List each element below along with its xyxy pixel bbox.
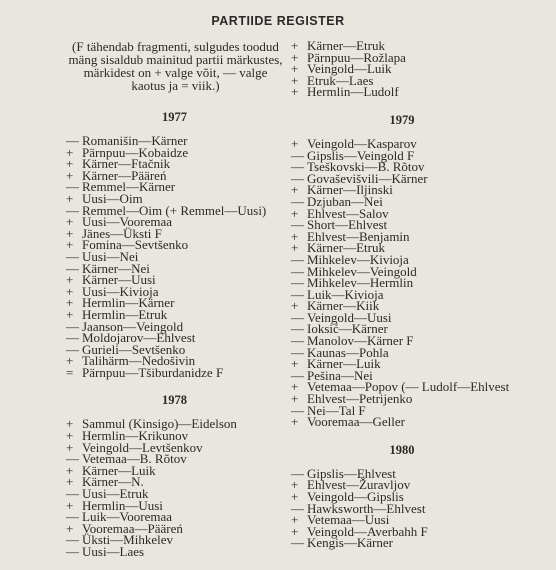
result-symbol: — [291, 217, 304, 233]
result-symbol: — [291, 263, 304, 279]
result-symbol: + [291, 38, 299, 53]
right-sections [287, 113, 517, 549]
result-symbol: — [66, 544, 79, 559]
result-symbol: + [66, 353, 74, 369]
result-symbol: + [66, 144, 74, 160]
game-players: Kärner—N. [82, 474, 144, 490]
game-players: Pärnpuu—Rožlapa [307, 49, 406, 65]
result-symbol: — [291, 321, 304, 337]
result-symbol: — [66, 179, 79, 195]
result-symbol: + [291, 512, 299, 528]
result-symbol: — [291, 500, 304, 516]
game-players: Veingold—Luik [307, 61, 392, 77]
result-symbol: + [66, 462, 74, 478]
result-symbol: — [291, 535, 304, 551]
game-players: Veingold—Levtšenkov [82, 439, 203, 455]
result-symbol: + [66, 428, 74, 444]
result-symbol: + [66, 283, 74, 299]
result-symbol: — [66, 133, 79, 148]
game-players: Uusi—Etruk [82, 486, 149, 502]
game-players: Hermlin—Uusi [82, 497, 163, 513]
game-players: Kärner—Nei [82, 260, 150, 276]
game-players: Etruk—Laes [307, 72, 374, 88]
game-entry [62, 546, 287, 558]
game-players: Ioksić—Kärner [307, 321, 388, 337]
result-symbol: + [66, 190, 74, 206]
result-symbol: + [66, 156, 74, 172]
game-players: Jänes—Üksti F [82, 225, 162, 241]
result-symbol: — [291, 333, 304, 349]
game-players: Gipslis—Veingold F [307, 147, 415, 163]
result-symbol: — [66, 318, 79, 334]
game-entry [62, 364, 287, 380]
continued-game-list [287, 40, 517, 98]
game-players: Kärner—Etruk [307, 38, 385, 53]
game-players: Ehlvest—Salov [307, 205, 389, 221]
game-players: Veingold—Uusi [307, 309, 392, 325]
game-players: Mihkelev—Hermlin [307, 275, 414, 291]
result-symbol: + [66, 474, 74, 490]
game-players: Vetemaa—B. Rõtov [82, 451, 187, 467]
game-players: Moldojarov—Ehlvest [82, 330, 196, 346]
game-list [62, 418, 287, 557]
result-symbol: — [291, 286, 304, 302]
result-symbol: — [291, 367, 304, 383]
game-players: Vetemaa—Popov (— Ludolf—Ehlvest [307, 379, 510, 395]
result-symbol: + [291, 205, 299, 221]
game-players: Short—Ehlvest [307, 217, 388, 233]
game-players: Kärner—Ftačnik [82, 156, 171, 172]
result-symbol: + [291, 391, 299, 407]
year-heading: 1977 [162, 110, 187, 124]
game-players: Mihkelev—Veingold [307, 263, 417, 279]
game-players: Kärner—Uusi [82, 272, 156, 288]
result-symbol: + [66, 272, 74, 288]
game-players: Uusi—Nei [82, 248, 139, 264]
game-entry [287, 537, 517, 549]
result-symbol: — [66, 330, 79, 346]
game-players: Jaanson—Veingold [82, 318, 184, 334]
game-players: Nei—Tal F [307, 402, 366, 418]
left-sections [62, 110, 287, 558]
page-title: PARTIIDE REGISTER [211, 14, 345, 28]
game-players: Kaunas—Pohla [307, 344, 389, 360]
left-column [62, 40, 287, 558]
result-symbol: + [66, 306, 74, 322]
game-players: Uusi—Oim [82, 190, 143, 206]
game-players: Gipslis—Ehlvest [307, 465, 396, 481]
result-symbol: — [66, 532, 79, 548]
game-players: Kengis—Kärner [307, 535, 393, 551]
result-symbol: — [66, 202, 79, 218]
game-players: Kärner—Kiik [307, 298, 380, 314]
game-players: Üksti—Mihkelev [82, 532, 173, 548]
result-symbol: + [291, 356, 299, 372]
game-players: Govaševišvili—Kärner [307, 170, 428, 186]
game-players: Hawksworth—Ehlvest [307, 500, 426, 516]
right-column [287, 40, 517, 549]
game-players: Talihärm—Nedošivin [82, 353, 196, 369]
game-list [287, 465, 517, 551]
game-entry [287, 86, 517, 98]
result-symbol: — [291, 170, 304, 186]
game-players: Pärnpuu—Kobaidze [82, 144, 189, 160]
game-players: Luik—Kivioja [307, 286, 384, 302]
game-players: Pešina—Nei [307, 367, 373, 383]
result-symbol: — [66, 248, 79, 264]
result-symbol: + [291, 61, 299, 77]
result-symbol: + [66, 214, 74, 230]
result-symbol: + [291, 228, 299, 244]
result-symbol: + [291, 182, 299, 198]
result-symbol: = [66, 364, 74, 380]
result-symbol: + [66, 167, 74, 183]
game-players: Sammul (Kinsigo)—Eidelson [82, 416, 237, 432]
result-symbol: + [66, 520, 74, 536]
game-players: Fomina—Sevtšenko [82, 237, 189, 253]
result-symbol: — [291, 159, 304, 175]
result-symbol: + [66, 497, 74, 513]
game-players: Hermlin—Etruk [82, 306, 168, 322]
result-symbol: + [291, 414, 299, 430]
game-players: Veingold—Gipslis [307, 489, 404, 504]
result-symbol: + [291, 523, 299, 539]
result-symbol: + [291, 240, 299, 256]
result-symbol: — [291, 309, 304, 325]
result-symbol: + [66, 225, 74, 241]
game-players: Tseškovski—B. Rõtov [307, 159, 425, 175]
result-symbol: + [66, 439, 74, 455]
game-players: Kärner—Pääreń [82, 167, 167, 183]
game-players: Ehlvest—Žuravljov [307, 477, 411, 493]
game-players: Uusi—Vooremaa [82, 214, 173, 230]
game-players: Kärner—Etruk [307, 240, 385, 256]
game-players: Gurieli—Sevtšenko [82, 341, 186, 357]
result-symbol: — [291, 193, 304, 209]
game-players: Hermlin—Ludolf [307, 84, 399, 100]
game-players: Hermlin—Kärner [82, 295, 175, 311]
result-symbol: — [291, 344, 304, 360]
game-players: Manolov—Kärner F [307, 333, 414, 349]
result-symbol: — [291, 275, 304, 291]
result-symbol: — [66, 509, 79, 525]
result-symbol: — [66, 260, 79, 276]
game-entry [287, 416, 517, 428]
result-symbol: + [291, 49, 299, 65]
game-players: Uusi—Kivioja [82, 283, 159, 299]
game-players: Mihkelev—Kivioja [307, 251, 409, 267]
game-players: Pärnpuu—Tšiburdanidze F [82, 364, 224, 380]
game-players: Kärner—Luik [307, 356, 381, 372]
game-players: Hermlin—Krikunov [82, 428, 189, 444]
game-players: Veingold—Averbahh F [307, 523, 428, 539]
result-symbol: — [291, 251, 304, 267]
year-heading: 1978 [162, 393, 187, 408]
game-players: Romanišin—Kärner [82, 133, 188, 148]
result-symbol: — [291, 402, 304, 418]
result-symbol: — [66, 341, 79, 357]
game-players: Ehlvest—Petrijenko [307, 391, 413, 407]
result-symbol: + [291, 84, 299, 100]
result-symbol: + [291, 379, 299, 395]
result-symbol: + [291, 298, 299, 314]
result-symbol: + [66, 237, 74, 253]
result-symbol: — [66, 486, 79, 502]
result-symbol: + [291, 477, 299, 493]
game-players: Remmel—Kärner [82, 179, 176, 195]
result-symbol: + [291, 72, 299, 88]
result-symbol: + [66, 416, 74, 432]
result-symbol: — [291, 147, 304, 163]
result-symbol: — [291, 465, 304, 481]
result-symbol: + [66, 295, 74, 311]
game-players: Luik—Vooremaa [82, 509, 173, 525]
game-players: Kärner—Iljinski [307, 182, 393, 198]
legend-note: (F tähendab fragmenti, sulgudes toodud mäng sisaldub mainitud partii märkustes, märkidest on + valge võit, — valge kaotus ja = viik.) [68, 39, 283, 93]
game-players: Dzjuban—Nei [307, 193, 383, 209]
game-players: Uusi—Laes [82, 544, 145, 559]
result-symbol: — [66, 451, 79, 467]
game-players: Vooremaa—Geller [307, 414, 405, 430]
game-players: Vooremaa—Pääreń [82, 520, 183, 536]
game-players: Veingold—Kasparov [307, 135, 417, 151]
game-players: Remmel—Oim (+ Remmel—Uusi) [82, 202, 267, 218]
game-list [62, 135, 287, 378]
game-players: Kärner—Luik [82, 462, 156, 478]
game-players: Ehlvest—Benjamin [307, 228, 410, 244]
game-players: Vetemaa—Uusi [307, 512, 390, 528]
year-heading: 1979 [389, 112, 415, 127]
game-list [287, 135, 517, 430]
year-heading: 1980 [389, 442, 415, 457]
result-symbol: + [291, 135, 299, 151]
result-symbol: + [291, 489, 299, 504]
